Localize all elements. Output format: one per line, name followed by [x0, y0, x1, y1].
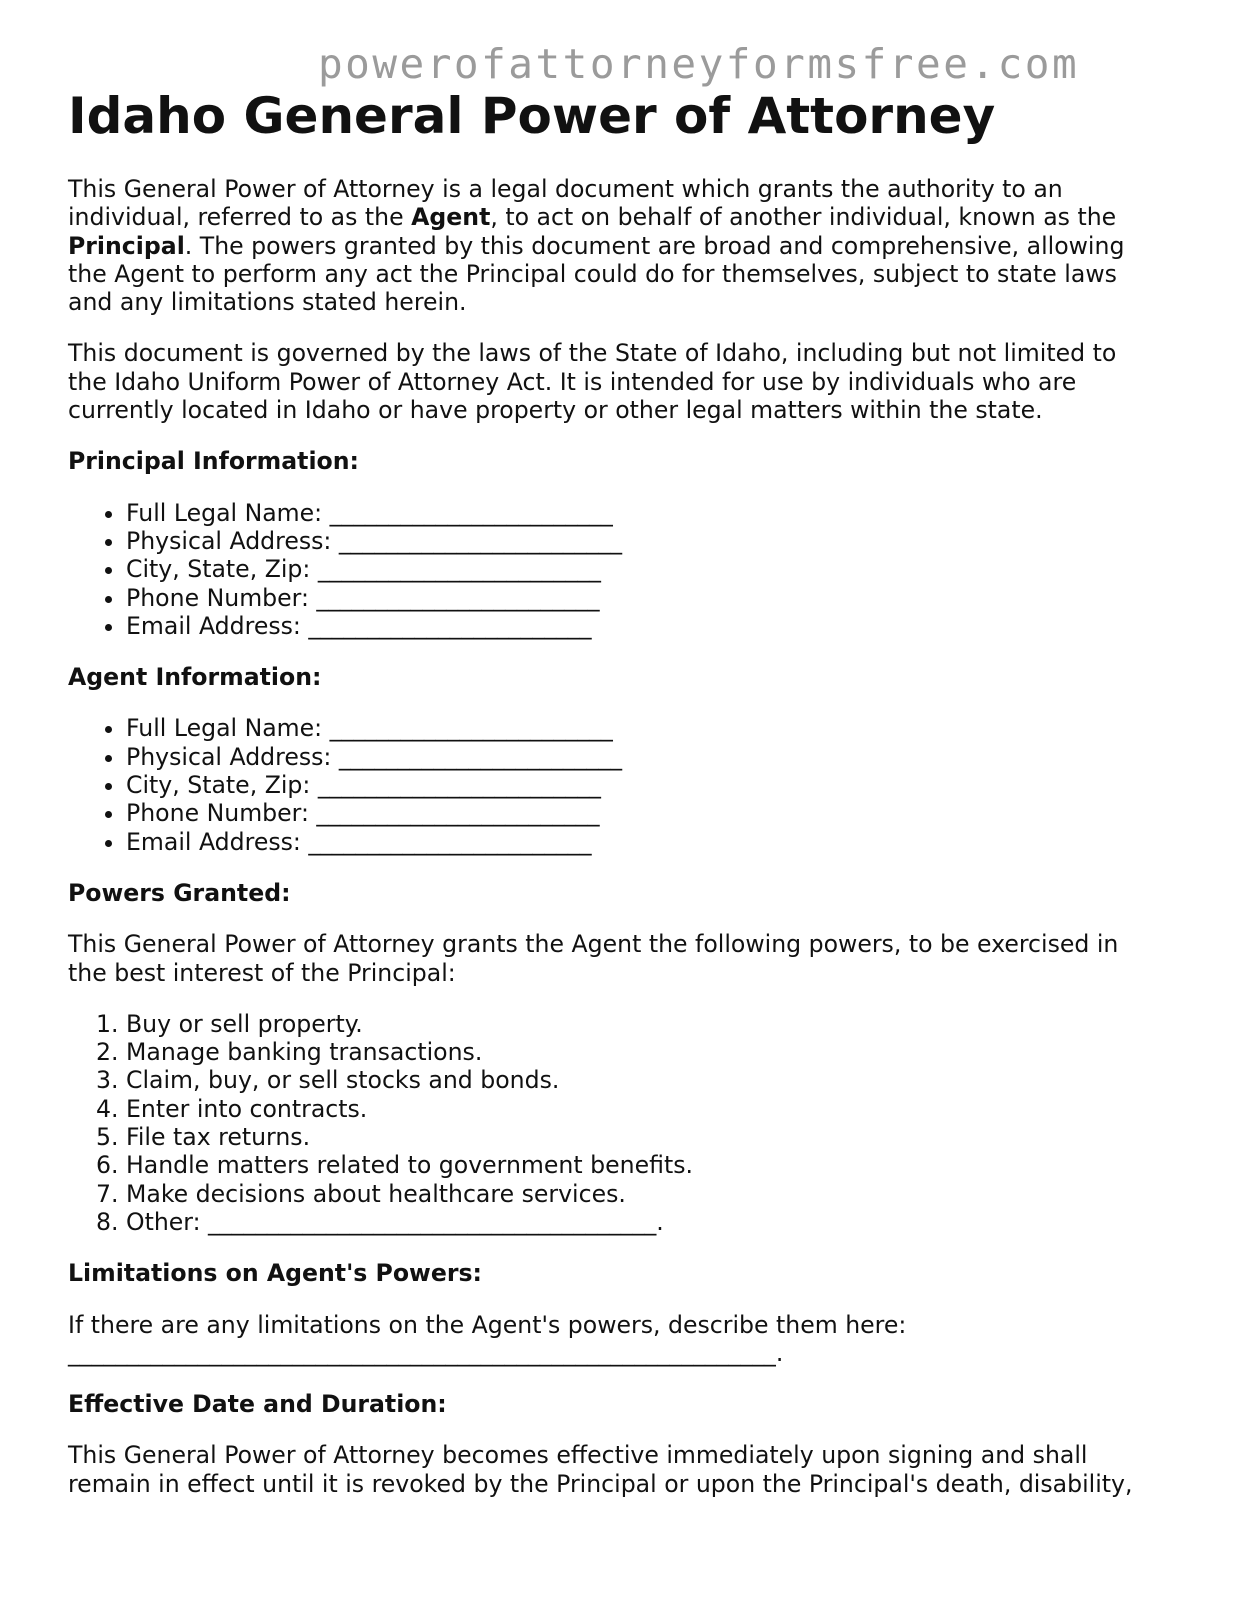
- power-item-tax: 5. File tax returns.: [126, 1123, 1148, 1151]
- powers-intro: This General Power of Attorney grants the Agent the following powers, to be exercised in the best interest of the Principal:: [68, 930, 1119, 987]
- principal-city-field: • City, State, Zip: ________________________: [126, 555, 1148, 583]
- limitations-text: If there are any limitations on the Agent's powers, describe them here: ____________________________________________________________.: [68, 1310, 907, 1367]
- principal-phone-field: • Phone Number: ________________________: [126, 584, 1148, 612]
- power-item-banking: 2. Manage banking transactions.: [126, 1038, 1148, 1066]
- principal-info-heading: Principal Information:: [68, 447, 359, 476]
- agent-city-field: • City, State, Zip: ________________________: [126, 771, 1148, 799]
- effective-heading: Effective Date and Duration:: [68, 1390, 447, 1419]
- principal-info-list: [68, 499, 1148, 640]
- power-item-property: 1. Buy or sell property.: [126, 1010, 1148, 1038]
- power-item-contracts: 4. Enter into contracts.: [126, 1095, 1148, 1123]
- principal-term: Principal: [68, 231, 185, 260]
- agent-email-field: • Email Address: ________________________: [126, 828, 1148, 856]
- agent-name-field: • Full Legal Name: ________________________: [126, 714, 1148, 742]
- agent-address-field: • Physical Address: ________________________: [126, 743, 1148, 771]
- principal-address-field: • Physical Address: ________________________: [126, 527, 1148, 555]
- intro-paragraph: [68, 175, 1148, 316]
- intro-text-1: This General Power of Attorney is a legal document which grants the authority to an individual, referred to as the: [68, 175, 1063, 232]
- power-item-other: 8. Other: ______________________________________.: [126, 1208, 1148, 1236]
- intro-text-3: . The powers granted by this document are broad and comprehensive, allowing the Agent to perform any act the Principal could do for themselves, subject to state laws and any limitations stated herein.: [68, 231, 1125, 317]
- powers-list: [68, 1010, 1148, 1236]
- agent-term: Agent: [411, 203, 491, 232]
- watermark: powerofattorneyformsfree.com: [318, 40, 1080, 88]
- document-body: [68, 175, 1148, 1521]
- effective-text: This General Power of Attorney becomes effective immediately upon signing and shall remain in effect until it is revoked by the Principal or upon the Principal's death, disability,: [68, 1441, 1133, 1498]
- agent-info-heading: Agent Information:: [68, 663, 322, 692]
- principal-email-field: • Email Address: ________________________: [126, 612, 1148, 640]
- powers-heading: Powers Granted:: [68, 878, 291, 907]
- power-item-stocks: 3. Claim, buy, or sell stocks and bonds.: [126, 1066, 1148, 1094]
- limitations-heading: Limitations on Agent's Powers:: [68, 1259, 482, 1288]
- agent-phone-field: • Phone Number: ________________________: [126, 799, 1148, 827]
- principal-name-field: • Full Legal Name: ________________________: [126, 499, 1148, 527]
- intro-text-2: , to act on behalf of another individual, known as the: [490, 203, 1117, 232]
- power-item-healthcare: 7. Make decisions about healthcare services.: [126, 1180, 1148, 1208]
- governing-law-paragraph: This document is governed by the laws of the State of Idaho, including but not limited to the Idaho Uniform Power of Attorney Act. It is intended for use by individuals who are currently located in Idaho or have property or other legal matters within the state.: [68, 339, 1117, 425]
- power-item-benefits: 6. Handle matters related to government benefits.: [126, 1151, 1148, 1179]
- agent-info-list: [68, 714, 1148, 855]
- document-title: Idaho General Power of Attorney: [68, 87, 996, 145]
